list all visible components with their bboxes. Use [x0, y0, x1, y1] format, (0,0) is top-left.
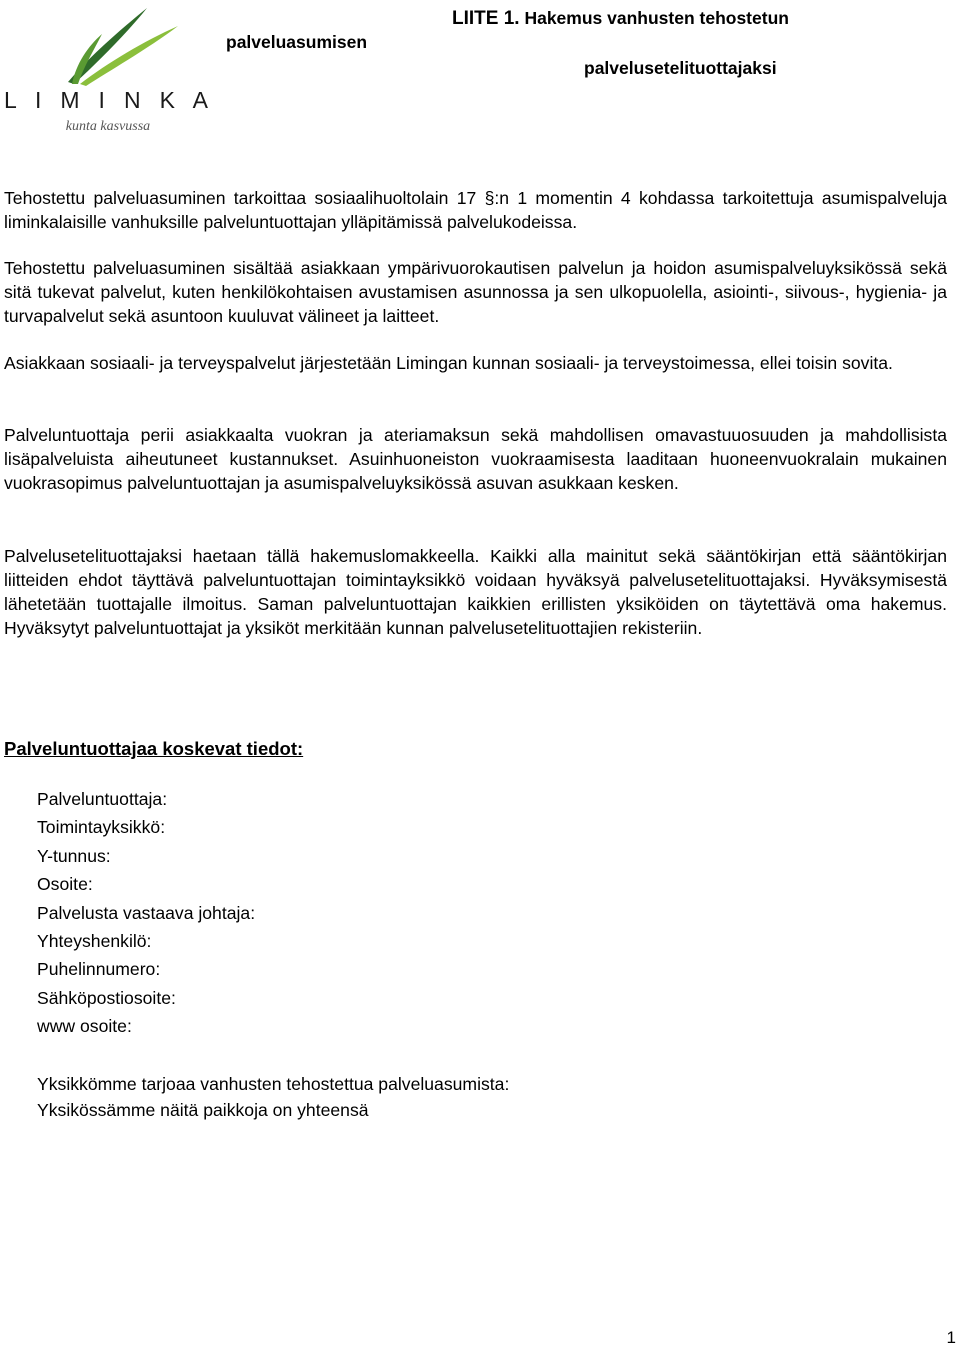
appendix-label: LIITE 1.	[452, 8, 520, 29]
document-title	[452, 8, 789, 29]
unit-offer-lines	[37, 1071, 509, 1123]
page-number: 1	[946, 1328, 956, 1347]
liminka-leaf-icon	[2, 4, 214, 134]
header-left-text: palveluasumisen	[226, 32, 368, 52]
logo-wordmark: L I M I N K A	[4, 87, 208, 113]
paragraph-services: Asiakkaan sosiaali- ja terveyspalvelut järjestetään Limingan kunnan sosiaali- ja terveystoimessa, ellei toisin sovita.	[4, 353, 893, 373]
liminka-logo	[2, 4, 214, 134]
field-provider: Palveluntuottaja:	[37, 789, 168, 809]
field-contact: Yhteyshenkilö:	[37, 930, 152, 951]
field-address: Osoite:	[37, 874, 93, 895]
unit-offer-line: Yksikkömme tarjoaa vanhusten tehostettua palveluasumista:	[37, 1074, 510, 1094]
paragraph-application: Palvelusetelituottajaksi haetaan tällä hakemuslomakkeella. Kaikki alla mainitut sekä sääntökirjan että sääntökirjan liitteiden ehdot täyttävä palveluntuottajan toimintayksikkö voidaan hyväksyä palvelusetelituottajaksi. Hyväksymisestä lähetetään tuottajalle ilmoitus. Saman palveluntuottajan kaikkien erillisten yksiköiden on täytettävä oma hakemus. Hyväksytyt palveluntuottajat ja yksiköt merkitään kunnan palvelusetelituottajien rekisteriin.	[4, 546, 947, 638]
field-business-id: Y-tunnus:	[37, 845, 111, 866]
paragraph-content: Tehostettu palveluasuminen sisältää asiakkaan ympärivuorokautisen palvelun ja hoidon asumispalveluyksikössä sekä sitä tukevat palvelut, kuten henkilökohtaisen avustamisen asunnossa ja sen ulkopuolella, asiointi-, siivous-, hygienia- ja turvapalvelut sekä asuntoon kuuluvat välineet ja laitteet.	[4, 258, 947, 326]
provider-fields	[37, 787, 255, 1043]
field-unit: Toimintayksikkö:	[37, 817, 166, 838]
field-phone: Puhelinnumero:	[37, 959, 161, 980]
section-heading: Palveluntuottajaa koskevat tiedot:	[4, 738, 304, 759]
unit-places-line: Yksikössämme näitä paikkoja on yhteensä	[37, 1100, 369, 1120]
title-line1: Hakemus vanhusten tehostetun	[524, 8, 789, 28]
field-manager: Palvelusta vastaava johtaja:	[37, 902, 256, 923]
field-website: www osoite:	[37, 1016, 132, 1037]
logo-slogan: kunta kasvussa	[65, 119, 151, 134]
paragraph-fees: Palveluntuottaja perii asiakkaalta vuokran ja ateriamaksun sekä mahdollisen omavastuuosuuden ja mahdollisista lisäpalveluista aiheutuneet kustannukset. Asuinhuoneiston vuokraamisesta laaditaan huoneenvuokralain mukainen vuokrasopimus palveluntuottajan ja asumispalveluyksikössä asuvan asukkaan kesken.	[4, 425, 947, 493]
field-email: Sähköpostiosoite:	[37, 987, 176, 1008]
paragraph-intro: Tehostettu palveluasuminen tarkoittaa sosiaalihuoltolain 17 §:n 1 momentin 4 kohdassa tarkoitettuja asumispalveluja liminkalaisille vanhuksille palveluntuottajan ylläpitämissä palvelukodeissa.	[4, 188, 947, 232]
title-line2: palvelusetelituottajaksi	[584, 58, 777, 78]
